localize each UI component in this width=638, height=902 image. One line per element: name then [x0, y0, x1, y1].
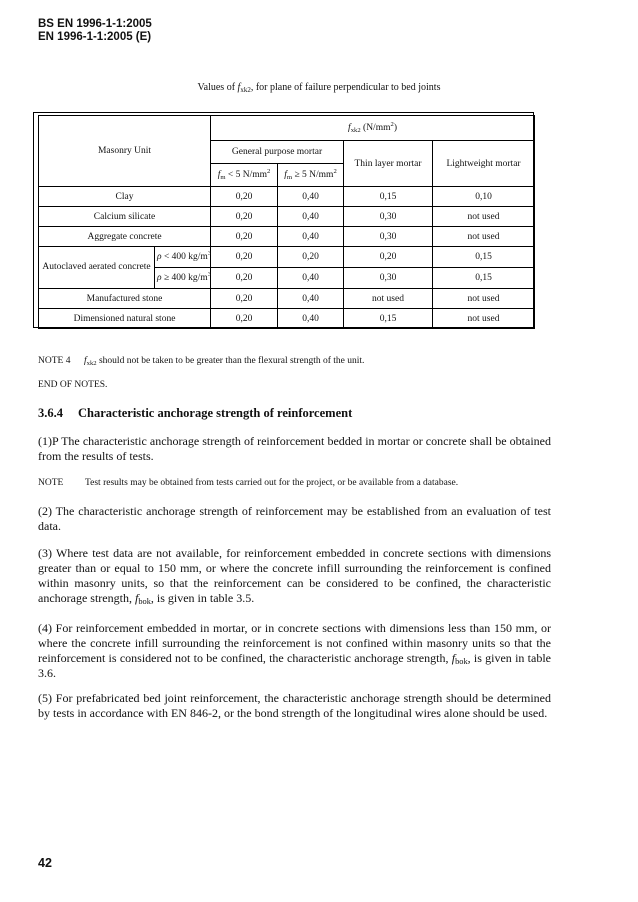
end-of-notes: END OF NOTES.: [38, 380, 108, 390]
note-4-label: NOTE 4: [38, 356, 71, 366]
row-label-autoclaved-aerated-concrete: Autoclaved aerated concrete: [39, 247, 155, 289]
table-cell: 0,40: [278, 268, 344, 289]
density-below-400-label: ρ < 400 $kg/m^3$: [155, 247, 211, 268]
thin-layer-mortar-header: Thin layer mortar: [344, 141, 433, 187]
lightweight-mortar-header: Lightweight mortar: [433, 141, 535, 187]
row-label: Aggregate concrete: [39, 227, 211, 247]
row-label: Clay: [39, 187, 211, 207]
table-cell: not used: [433, 309, 535, 329]
fxk2-values-table: [38, 115, 535, 329]
table-row: [39, 309, 535, 329]
fm-at-least-5-header: $f_m \ge 5$ $N/mm^2$: [278, 164, 344, 187]
table-cell: 0,30: [344, 227, 433, 247]
paragraph-3: (3) Where test data are not available, for reinforcement embedded in concrete sections with dimensions greater than or equal to 150 mm, or where the concrete infill surrounding the reinforcement is confined within masonry units, so that the reinforcement can be considered to be confined, the characteristic anchorage strength, $f_{bok}$, is given in table 3.5.: [38, 546, 551, 606]
section-title: Characteristic anchorage strength of reinforcement: [78, 406, 353, 420]
row-label: Manufactured stone: [39, 289, 211, 309]
table-cell: 0,15: [344, 309, 433, 329]
table-cell: 0,30: [344, 268, 433, 289]
note-4: NOTE 4 $f_{xk2}$ should not be taken to be greater than the flexural strength of the unit.: [38, 356, 365, 367]
table-cell: 0,15: [433, 247, 535, 268]
table-cell: 0,40: [278, 309, 344, 329]
table-cell: 0,20: [211, 207, 278, 227]
table-cell: 0,20: [211, 187, 278, 207]
standard-code-bs: BS EN 1996-1-1:2005: [38, 18, 152, 30]
table-row: [39, 187, 535, 207]
table-frame: [33, 112, 534, 328]
table-cell: 0,20: [211, 227, 278, 247]
paragraph-4: (4) For reinforcement embedded in mortar, or in concrete sections with dimensions less than 150 mm, or where the concrete infill surrounding the reinforcement is not confined within masonry units so that the reinforcement is considered not to be confined, the characteristic anchorage strength, $f_{bok}$, is given in table 3.6.: [38, 621, 551, 680]
note-4-text: should not be taken to be greater than the flexural strength of the unit.: [96, 356, 365, 366]
note-label: NOTE: [38, 478, 64, 488]
table-cell: 0,15: [344, 187, 433, 207]
paragraph-1: (1)P The characteristic anchorage strength of reinforcement bedded in mortar or concrete shall be obtained from the results of tests.: [38, 434, 551, 463]
document-header: [38, 18, 152, 44]
table-cell: 0,20: [278, 247, 344, 268]
table-cell: not used: [433, 289, 535, 309]
general-purpose-mortar-header: General purpose mortar: [211, 141, 344, 164]
paragraph-5: (5) For prefabricated bed joint reinforcement, the characteristic anchorage strength should be determined by tests in accordance with EN 846-2, or the bond strength of the longitudinal wires alone should be used.: [38, 691, 551, 720]
table-cell: 0,10: [433, 187, 535, 207]
standard-code-en: EN 1996-1-1:2005 (E): [38, 31, 152, 43]
table-cell: 0,20: [211, 309, 278, 329]
table-row: [39, 289, 535, 309]
masonry-unit-header: Masonry Unit: [39, 116, 211, 187]
paragraph-2: (2) The characteristic anchorage strength of reinforcement may be established from an evaluation of test data.: [38, 504, 551, 533]
table-row: [39, 247, 535, 268]
table-caption: Values of $f_{xk2}$, for plane of failure perpendicular to bed joints: [197, 82, 441, 94]
table-cell: 0,15: [433, 268, 535, 289]
row-label: Calcium silicate: [39, 207, 211, 227]
table-row: [39, 207, 535, 227]
table-cell: 0,40: [278, 187, 344, 207]
table-cell: not used: [433, 227, 535, 247]
row-label: Dimensioned natural stone: [39, 309, 211, 329]
table-cell: not used: [344, 289, 433, 309]
table-cell: 0,40: [278, 289, 344, 309]
fxk2-unit-header: $f_{xk2}$ $(N/mm^2)$: [211, 116, 535, 141]
table-cell: 0,20: [211, 268, 278, 289]
table-cell: 0,20: [344, 247, 433, 268]
section-number: 3.6.4: [38, 406, 63, 420]
section-heading: [38, 406, 352, 421]
table-cell: 0,20: [211, 289, 278, 309]
table-row: [39, 227, 535, 247]
note-text: Test results may be obtained from tests carried out for the project, or be available from a database.: [85, 478, 459, 488]
table-cell: 0,20: [211, 247, 278, 268]
note: [38, 478, 551, 488]
page-number: 42: [38, 856, 52, 870]
density-at-least-400-label: ρ ≥ 400 $kg/m^3$: [155, 268, 211, 289]
table-cell: 0,30: [344, 207, 433, 227]
table-cell: 0,40: [278, 207, 344, 227]
table-cell: not used: [433, 207, 535, 227]
table-cell: 0,40: [278, 227, 344, 247]
fm-less-than-5-header: $f_m < 5$ $N/mm^2$: [211, 164, 278, 187]
